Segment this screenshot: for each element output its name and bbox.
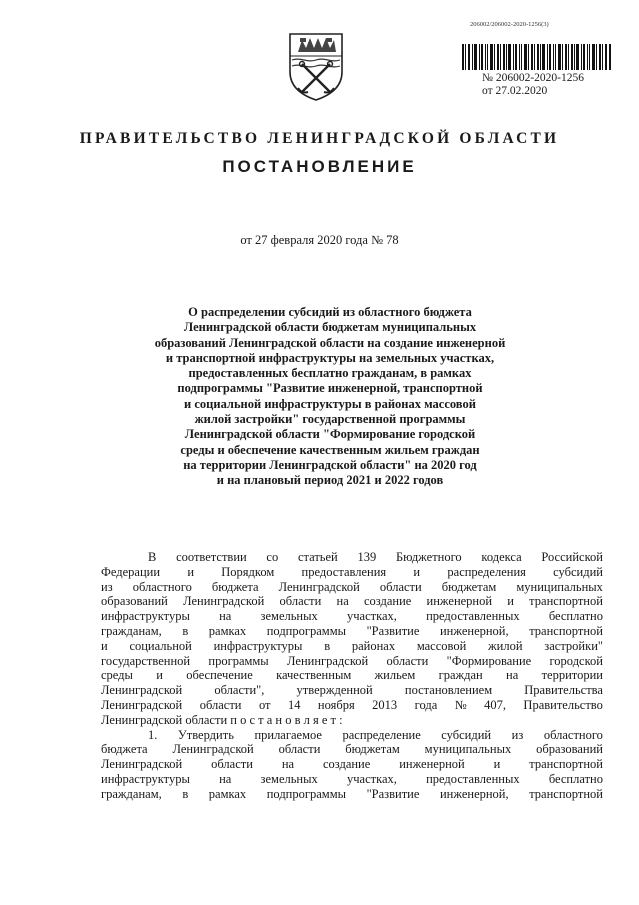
body-line	[101, 594, 603, 609]
word: Ленинградской	[101, 683, 183, 698]
body-line	[101, 654, 603, 669]
word: участках,	[346, 609, 397, 624]
word: гражданам,	[101, 786, 162, 801]
word: районах	[351, 638, 396, 653]
word: области	[386, 653, 429, 668]
body-line	[101, 698, 603, 713]
government-title: ПРАВИТЕЛЬСТВО ЛЕНИНГРАДСКОЙ ОБЛАСТИ	[79, 130, 560, 147]
word: Российской	[541, 550, 603, 564]
word: года	[414, 697, 438, 712]
paragraph-1-line	[101, 550, 603, 565]
word: "Развитие	[366, 786, 420, 801]
word: на	[219, 609, 232, 624]
body-line	[101, 565, 603, 580]
word: на	[506, 668, 519, 683]
word: постановлением	[404, 683, 493, 698]
word: и	[507, 594, 514, 609]
subject-line: жилой застройки" государственной программы	[194, 412, 466, 427]
word: бесплатно	[548, 609, 603, 624]
word: "Развитие	[366, 623, 420, 638]
word: гражданам,	[101, 623, 162, 638]
word: на	[281, 757, 295, 772]
word: транспортной	[529, 786, 603, 801]
document-id: 206002/206002-2020-1256(3)	[470, 21, 549, 28]
word: предоставленных	[426, 771, 520, 786]
word: области",	[214, 683, 265, 698]
word: Ленинградской	[101, 757, 183, 772]
body-line	[101, 683, 603, 698]
word: Федерации	[101, 564, 161, 579]
word: бесплатно	[548, 771, 603, 786]
word: Бюджетного	[395, 550, 462, 564]
word: государственной	[101, 653, 191, 668]
word: предоставления	[301, 564, 387, 579]
body-line	[101, 609, 603, 624]
subject-line: Ленинградской области "Формирование городской	[184, 427, 476, 442]
word: областного	[543, 727, 603, 742]
word: области	[211, 757, 253, 772]
subject-line: О распределении субсидий из областного бюджета	[188, 305, 472, 319]
word: земельных	[260, 609, 318, 624]
word: муниципальных	[516, 579, 603, 594]
word: транспортной	[529, 757, 603, 772]
word: бюджета	[101, 742, 148, 757]
paragraph-1	[101, 565, 603, 713]
subject-line: среды и обеспечение качественным жильем граждан	[180, 442, 480, 457]
body-line	[101, 787, 603, 802]
word: из	[101, 579, 113, 594]
paragraph-2	[101, 742, 603, 801]
word: 139	[357, 550, 377, 564]
word: качественным	[276, 668, 352, 683]
word: жильем	[374, 668, 416, 683]
word: земельных	[260, 771, 318, 786]
word: образований	[101, 594, 168, 609]
word: из	[511, 727, 524, 742]
subject-line: на территории Ленинградской области" на 2020 год	[183, 457, 477, 472]
word: инженерной	[426, 594, 493, 609]
body-line	[101, 580, 603, 595]
word: жилой	[488, 638, 523, 653]
word: и	[156, 668, 163, 683]
word: области	[199, 697, 242, 712]
subject-line: и социальной инфраструктуры в районах массовой	[184, 396, 476, 411]
word: создание	[363, 594, 412, 609]
word: утвержденной	[296, 683, 373, 698]
document-type-title: ПОСТАНОВЛЕНИЕ	[222, 157, 417, 176]
body-line	[101, 639, 603, 654]
word: предоставленных	[426, 609, 520, 624]
word: муниципальных	[424, 742, 512, 757]
word: бюджета	[211, 579, 259, 594]
word: Порядком	[221, 564, 275, 579]
word: бюджетам	[441, 579, 497, 594]
word: инженерной	[399, 757, 465, 772]
word: транспортной	[529, 623, 603, 638]
word: рамках	[208, 786, 247, 801]
paragraph-2-line	[101, 728, 603, 743]
subject-line: предоставленных бесплатно гражданам, в рамках	[188, 366, 472, 381]
body-line	[101, 772, 603, 787]
word: кодекса	[481, 550, 522, 564]
coat-of-arms-icon	[286, 30, 346, 102]
word: территории	[541, 668, 603, 683]
word: в	[182, 786, 189, 801]
word: Ленинградской	[172, 742, 254, 757]
word: рамках	[208, 623, 247, 638]
barcode-icon	[462, 44, 612, 70]
body-line	[101, 668, 603, 683]
word: соответствии	[176, 550, 247, 564]
word: №	[454, 697, 467, 712]
word: в	[324, 638, 331, 653]
word: подпрограммы	[266, 623, 347, 638]
subject-line: подпрограммы "Развитие инженерной, транспортной	[177, 381, 483, 396]
word: 14	[287, 697, 301, 712]
word: образований	[536, 742, 603, 757]
word: распределение	[342, 727, 421, 742]
word: городской	[549, 653, 603, 668]
word: и	[187, 564, 195, 579]
word: Утвердить	[177, 727, 234, 742]
word: Ленинградской	[287, 653, 369, 668]
word: на	[219, 771, 232, 786]
subject-line: образований Ленинградской области на создание инженерной	[154, 335, 506, 350]
word: бюджетам	[345, 742, 400, 757]
registration-number: № 206002-2020-1256	[482, 72, 585, 84]
word: массовой	[416, 638, 467, 653]
word: Правительство	[523, 697, 603, 712]
word: социальной	[129, 638, 192, 653]
word: области	[278, 742, 321, 757]
registration-date: от 27.02.2020	[482, 85, 548, 97]
word: граждан	[438, 668, 483, 683]
body-line	[101, 624, 603, 639]
word: инженерной,	[439, 623, 509, 638]
subject-line: и на плановый период 2021 и 2022 годов	[216, 473, 444, 488]
word: 407,	[484, 697, 506, 712]
subject-line: Ленинградской области бюджетам муниципальных	[183, 320, 477, 335]
word: и	[493, 757, 501, 772]
body-line	[101, 757, 603, 772]
word: областного	[132, 579, 192, 594]
word: подпрограммы	[266, 786, 347, 801]
word: от	[258, 697, 271, 712]
word: Правительства	[524, 683, 603, 698]
word: прилагаемое	[254, 727, 322, 742]
word: инфраструктуры	[213, 638, 303, 653]
word: среды	[101, 668, 133, 683]
word: программы	[208, 653, 269, 668]
word: на	[336, 594, 349, 609]
word: "Формирование	[446, 653, 532, 668]
word: и	[101, 638, 108, 653]
word: застройки"	[544, 638, 603, 653]
word: ноября	[317, 697, 355, 712]
word: участках,	[346, 771, 397, 786]
word: статьей	[297, 550, 338, 564]
word: инженерной,	[439, 786, 509, 801]
decree-body	[101, 550, 603, 802]
word: 2013	[372, 697, 398, 712]
word: и	[413, 564, 421, 579]
subject-line: и транспортной инфраструктуры на земельных участках,	[165, 350, 495, 365]
word: Ленинградской	[183, 594, 265, 609]
word: области	[379, 579, 422, 594]
registration-block	[482, 72, 584, 98]
decree-date-number: от 27 февраля 2020 года № 78	[240, 233, 399, 247]
word: в	[182, 623, 189, 638]
word: обеспечение	[186, 668, 253, 683]
word: распределения	[447, 564, 526, 579]
word: инфраструктуры	[101, 771, 190, 786]
paragraph-1-last-line: Ленинградской области п о с т а н о в л я е т :	[101, 712, 343, 727]
body-line	[101, 742, 603, 757]
word: области	[279, 594, 322, 609]
word: со	[266, 550, 279, 564]
word: субсидий	[553, 564, 603, 579]
decree-subject	[100, 305, 560, 489]
word: 1.	[148, 727, 158, 742]
word: субсидий	[441, 727, 492, 742]
word: Ленинградской	[101, 697, 183, 712]
word: В	[148, 550, 157, 564]
word: транспортной	[529, 594, 603, 609]
word: Ленинградской	[278, 579, 360, 594]
word: инфраструктуры	[101, 609, 190, 624]
word: создание	[322, 757, 371, 772]
